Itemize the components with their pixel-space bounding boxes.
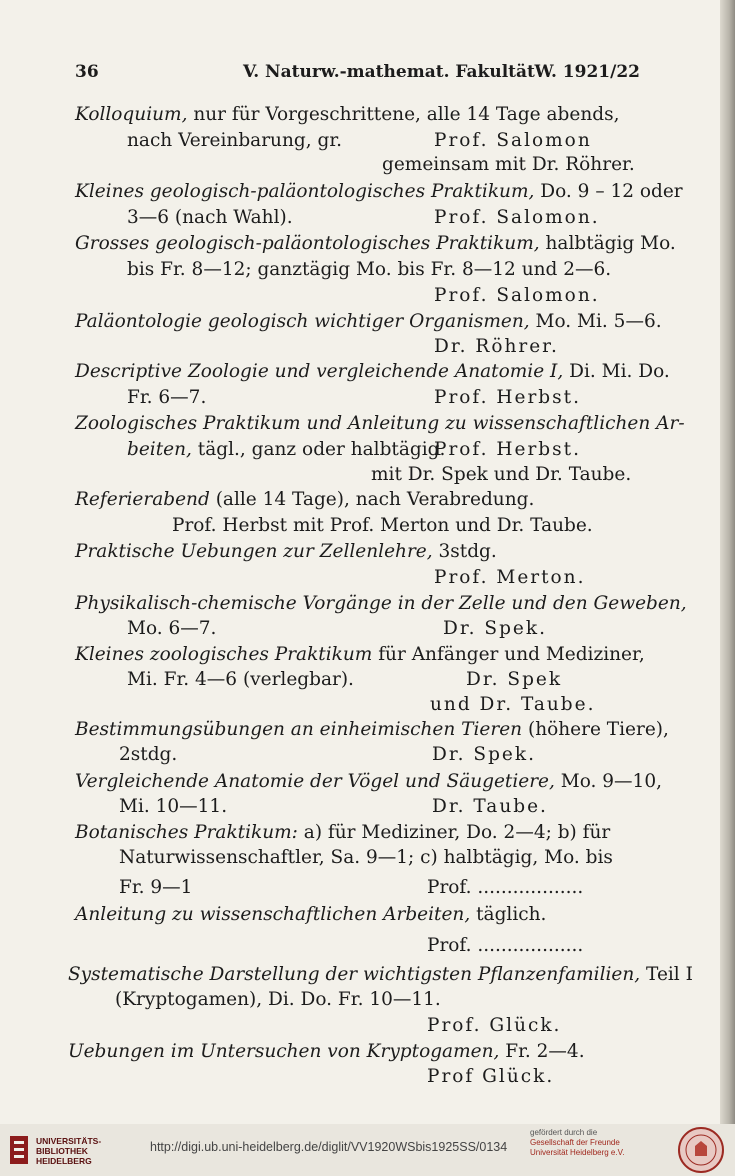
instructor: gemeinsam mit Dr. Röhrer. xyxy=(382,154,635,175)
course-info: tägl., ganz oder halbtägig. xyxy=(191,439,446,460)
instructor: Prof. Glück. xyxy=(427,1015,562,1036)
course-info: 2stdg. xyxy=(119,744,178,765)
course-title: Uebungen im Untersuchen von Kryptogamen, xyxy=(68,1041,500,1062)
course-title: Grosses geologisch-paläontologisches Praktikum, xyxy=(75,233,540,254)
course-line xyxy=(75,540,497,564)
sponsor-name: Universität Heidelberg e.V. xyxy=(530,1148,625,1157)
course-info: täglich. xyxy=(470,904,547,925)
instructor: Prof. Merton. xyxy=(434,567,586,588)
course-line xyxy=(68,1040,585,1064)
course-info: Mi. 10—11. xyxy=(119,796,228,817)
course-info: Mo. Mi. 5—6. xyxy=(529,311,662,332)
course-line xyxy=(75,903,546,927)
course-title: Paläontologie geologisch wichtiger Organismen, xyxy=(75,311,530,332)
library-logo-icon xyxy=(10,1136,28,1164)
course-title: Kleines zoologisches Praktikum xyxy=(75,644,373,665)
course-title: Anleitung zu wissenschaftlichen Arbeiten, xyxy=(75,904,471,925)
course-info: (höhere Tiere), xyxy=(522,719,669,740)
course-info: für Anfänger und Mediziner, xyxy=(372,644,645,665)
instructor: Prof. Salomon. xyxy=(434,285,600,306)
course-line xyxy=(75,360,670,384)
instructor: Prof. Herbst. xyxy=(434,439,581,460)
course-title: Descriptive Zoologie und vergleichende Anatomie I, xyxy=(75,361,564,382)
course-info: Mo. 6—7. xyxy=(127,618,217,639)
course-info: Di. Mi. Do. xyxy=(563,361,670,382)
instructor: Dr. Röhrer. xyxy=(434,336,559,357)
course-line xyxy=(127,438,445,462)
course-info: 3—6 (nach Wahl). xyxy=(127,207,293,228)
course-line xyxy=(75,232,676,256)
library-name-line: HEIDELBERG xyxy=(36,1156,92,1166)
course-title: Bestimmungsübungen an einheimischen Tieren xyxy=(75,719,523,740)
course-info: nur für Vorgeschrittene, alle 14 Tage abends, xyxy=(187,104,620,125)
permalink[interactable]: http://digi.ub.uni-heidelberg.de/diglit/VV1920WSbis1925SS/0134 xyxy=(150,1140,508,1154)
instructor: Dr. Spek. xyxy=(443,618,547,639)
university-seal-icon xyxy=(677,1126,725,1174)
course-info: Fr. 2—4. xyxy=(499,1041,585,1062)
course-line xyxy=(75,103,619,127)
instructor: Dr. Taube. xyxy=(432,796,548,817)
page-header xyxy=(75,62,640,86)
course-title: Vergleichende Anatomie der Vögel und Säugetiere, xyxy=(75,771,555,792)
course-line xyxy=(75,180,683,204)
instructor: Prof. Herbst. xyxy=(434,387,581,408)
course-info: nach Vereinbarung, gr. xyxy=(127,130,343,151)
instructor: mit Dr. Spek und Dr. Taube. xyxy=(371,464,632,485)
course-title: Systematische Darstellung der wichtigsten Pflanzenfamilien, xyxy=(68,964,641,985)
course-info: Mi. Fr. 4—6 (verlegbar). xyxy=(127,669,354,690)
course-info: Fr. 9—1 xyxy=(119,877,193,898)
instructor: Dr. Spek. xyxy=(432,744,536,765)
instructor: Prof. Herbst mit Prof. Merton und Dr. Taube. xyxy=(172,515,593,536)
course-info: halbtägig Mo. xyxy=(539,233,676,254)
instructor: und Dr. Taube. xyxy=(430,694,596,715)
course-info: (alle 14 Tage), nach Verabredung. xyxy=(209,489,535,510)
course-title: beiten, xyxy=(127,439,192,460)
library-name xyxy=(36,1136,101,1166)
semester: W. 1921/22 xyxy=(534,62,640,82)
faculty-title: V. Naturw.-mathemat. Fakultät xyxy=(243,62,535,82)
course-title: Referierabend xyxy=(75,489,210,510)
library-name-line: UNIVERSITÄTS- xyxy=(36,1136,102,1146)
instructor: Prof. Salomon xyxy=(434,130,592,151)
instructor: Prof. Salomon. xyxy=(434,207,600,228)
course-info: 3stdg. xyxy=(432,541,497,562)
instructor: Dr. Spek xyxy=(466,669,563,690)
course-title: Botanisches Praktikum: xyxy=(75,822,298,843)
sponsor-credit xyxy=(530,1128,670,1158)
course-line xyxy=(75,488,534,512)
course-line xyxy=(75,718,669,742)
course-line xyxy=(75,310,662,334)
course-info: Mo. 9—10, xyxy=(554,771,662,792)
course-info: Teil I xyxy=(640,964,693,985)
course-title: Zoologisches Praktikum und Anleitung zu wissenschaftlichen Ar- xyxy=(75,413,685,434)
page-edge xyxy=(720,0,735,1124)
course-line xyxy=(75,821,610,845)
course-title: Physikalisch-chemische Vorgänge in der Zelle und den Geweben, xyxy=(75,593,687,614)
course-line xyxy=(68,963,693,987)
course-info: Naturwissenschaftler, Sa. 9—1; c) halbtägig, Mo. bis xyxy=(119,847,613,868)
page-number: 36 xyxy=(75,62,99,82)
course-line xyxy=(127,129,342,153)
course-info: Fr. 6—7. xyxy=(127,387,207,408)
instructor: Prof. .................. xyxy=(427,877,584,898)
course-info: a) für Mediziner, Do. 2—4; b) für xyxy=(297,822,611,843)
course-info: (Kryptogamen), Di. Do. Fr. 10—11. xyxy=(115,989,441,1010)
course-line xyxy=(75,643,645,667)
sponsor-name: Gesellschaft der Freunde xyxy=(530,1138,620,1147)
library-name-line: BIBLIOTHEK xyxy=(36,1146,88,1156)
sponsor-note: gefördert durch die xyxy=(530,1128,598,1137)
course-info: bis Fr. 8—12; ganztägig Mo. bis Fr. 8—12 und 2—6. xyxy=(127,259,612,280)
course-title: Kolloquium, xyxy=(75,104,188,125)
instructor: Prof. .................. xyxy=(427,935,584,956)
course-title: Praktische Uebungen zur Zellenlehre, xyxy=(75,541,433,562)
footer-bar xyxy=(0,1124,735,1176)
course-line xyxy=(75,770,662,794)
instructor: Prof Glück. xyxy=(427,1066,555,1087)
course-title: Kleines geologisch-paläontologisches Praktikum, xyxy=(75,181,535,202)
course-info: Do. 9 – 12 oder xyxy=(534,181,683,202)
